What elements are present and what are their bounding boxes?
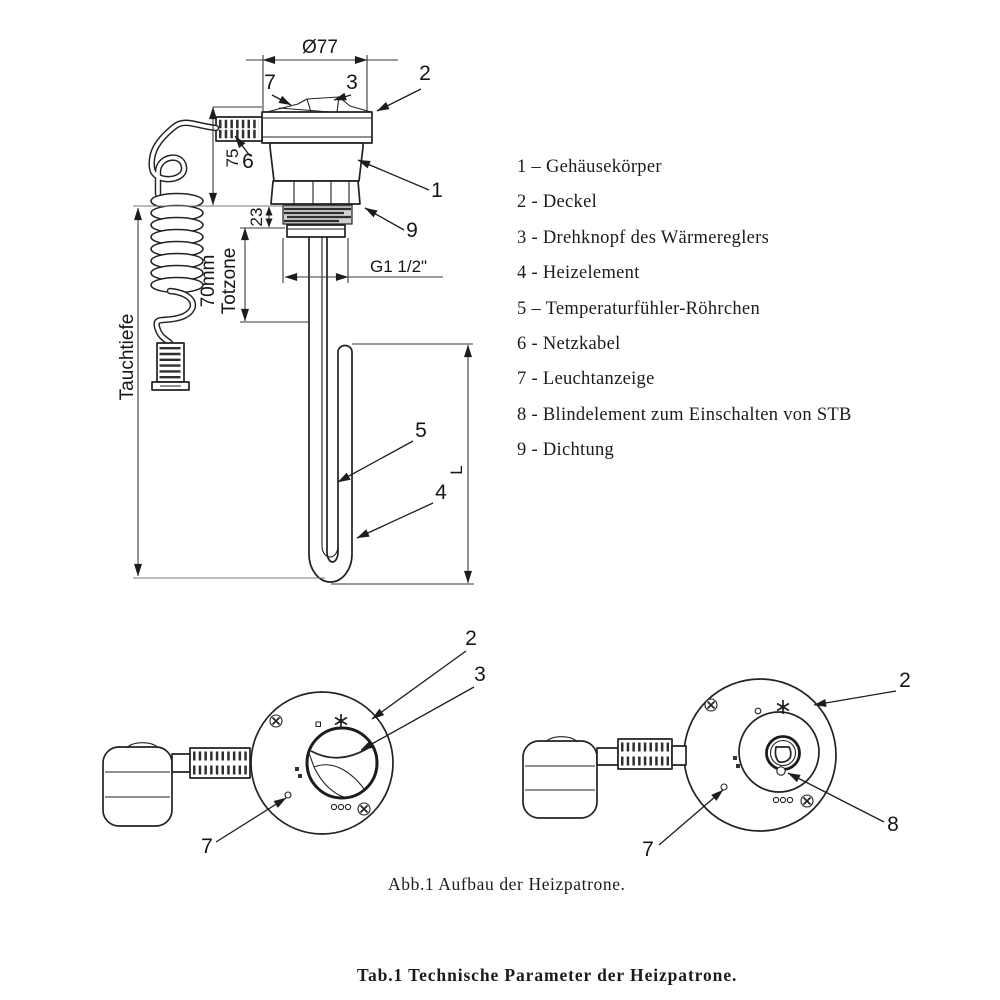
thermostat-spindle: [767, 737, 800, 770]
callout-4: 4: [435, 481, 447, 504]
callout-5: 5: [415, 419, 427, 442]
screw-icon: [801, 795, 813, 807]
main-view: [117, 37, 474, 584]
figure-caption: Abb.1 Aufbau der Heizpatrone.: [388, 874, 626, 894]
dim-dead-zone: [198, 228, 309, 322]
legend-item-5: 5 – Temperaturfühler-Röhrchen: [517, 298, 760, 319]
dim-element-length-label: L: [447, 465, 466, 475]
callout-7: 7: [642, 838, 654, 861]
screw-icon: [705, 699, 717, 711]
callout-2: 2: [419, 62, 431, 85]
callout-2: 2: [899, 669, 911, 692]
dim-thread-size: [283, 238, 443, 283]
legend-item-1: 1 – Gehäusekörper: [517, 157, 662, 177]
stb-reset-pin: [777, 767, 785, 775]
led-indicator: [721, 784, 727, 790]
power-cable-side: [523, 737, 686, 818]
hex-nut: [271, 181, 360, 204]
table-caption: Tab.1 Technische Parameter der Heizpatrone.: [357, 965, 738, 985]
callout-2: 2: [465, 627, 477, 650]
screw-icon: [270, 715, 282, 727]
dim-dead-zone-label: Totzone: [219, 247, 240, 315]
sensor-tube: [322, 237, 338, 557]
sealing-washer: [287, 225, 345, 237]
dim-element-length: [447, 345, 468, 583]
dial-mark-dot: [755, 708, 761, 714]
callout-3: 3: [474, 663, 486, 686]
dim-immersion-depth: [117, 208, 138, 576]
legend-item-2: 2 - Deckel: [517, 192, 598, 213]
legend-item-7: 7 - Leuchtanzeige: [517, 369, 655, 390]
heating-tube-inner: [327, 237, 338, 562]
dim-75-label: 75: [223, 148, 242, 168]
heating-tube-cap: [338, 346, 352, 553]
dim-23-label: 23: [247, 207, 266, 227]
dim-immersion-depth-label: Tauchtiefe: [117, 313, 138, 401]
dial-dot-marks: [331, 804, 350, 809]
housing-body: [270, 143, 363, 181]
screw-icon: [358, 803, 370, 815]
power-plug: [103, 747, 172, 826]
power-cable-side: [103, 743, 250, 826]
power-plug: [523, 741, 597, 818]
dim-thread-size-label: G1 1/2": [370, 257, 428, 276]
legend-item-3: 3 - Drehknopf des Wärmereglers: [517, 227, 770, 248]
callout-8: 8: [887, 813, 899, 836]
dial-dot-marks: [773, 797, 792, 802]
front-view-with-knob: [103, 627, 486, 858]
legend-item-6: 6 - Netzkabel: [517, 334, 621, 355]
legend-item-8: 8 - Blindelement zum Einschalten von STB: [517, 404, 852, 425]
callout-7: 7: [264, 71, 276, 94]
callout-3: 3: [346, 71, 358, 94]
front-view-knob-removed: [523, 669, 911, 861]
led-indicator: [285, 792, 291, 798]
power-plug: [152, 343, 189, 390]
parts-legend: [517, 150, 947, 469]
callout-7: 7: [201, 835, 213, 858]
legend-item-9: 9 - Dichtung: [517, 440, 615, 461]
callout-1: 1: [431, 179, 443, 202]
dim-23: [240, 207, 285, 228]
thermostat-knob: [307, 728, 377, 798]
dim-diameter-label: Ø77: [302, 37, 338, 58]
cable-coil: [151, 194, 203, 293]
callout-9: 9: [406, 219, 418, 242]
dim-dead-zone-value: 70mm: [198, 254, 219, 308]
callout-6: 6: [242, 150, 254, 173]
cover-cap: [262, 112, 372, 143]
heating-tube-outer: [309, 237, 352, 582]
legend-item-4: 4 - Heizelement: [517, 263, 640, 284]
